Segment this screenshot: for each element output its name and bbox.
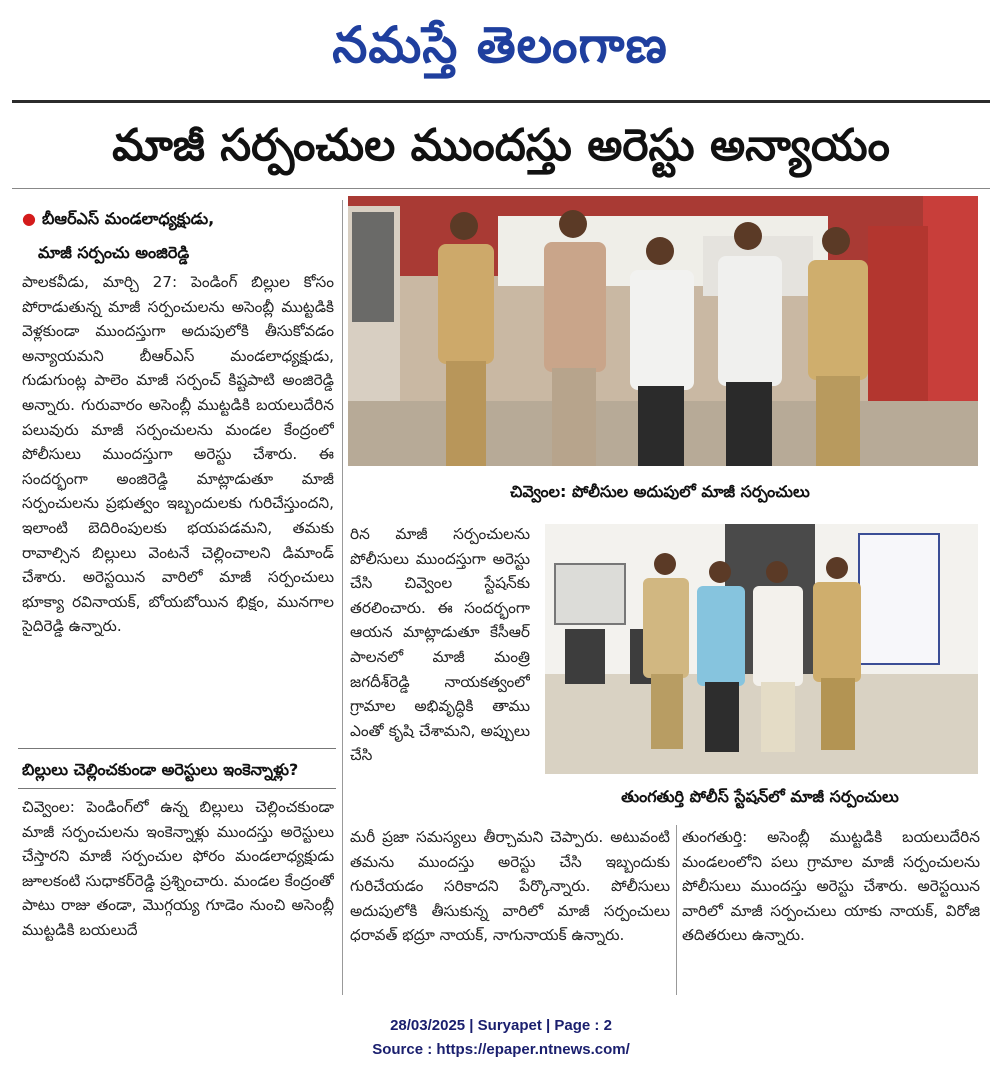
bullet-icon: ●	[22, 209, 36, 228]
photo-tungaturthi	[545, 524, 978, 774]
story-paragraph-5: తుంగతుర్తి: అసెంబ్లీ ముట్టడికి బయలుదేరిన మండలంలోని పలు గ్రామాల మాజీ సర్పంచులను పోలీసులు ముందస్తు అరెస్టు చేశారు. అరెస్టయిన వారిలో మాజీ సర్పంచులు యాకు నాయక్, విరోజి తదితరులు ఉన్నారు.	[682, 828, 980, 945]
subhead-2: బిల్లులు చెల్లించకుండా అరెస్టులు ఇంకెన్నాళ్లు?	[22, 760, 299, 779]
column-3-story	[682, 825, 980, 995]
story-paragraph-2: చివ్వెంల: పెండింగ్‌లో ఉన్న బిల్లులు చెల్లించకుండా మాజీ సర్పంచులను ఇంకెన్నాళ్లు ముందస్తు అరెస్టులు చేస్తారని మాజీ సర్పంచుల ఫోరం మండలాధ్యక్షుడు జూలకంటి సుధాకర్‌రెడ్డి ప్రశ్నించారు. మండల కేంద్రంతో పాటు రాజు తండా, మొగ్గయ్య గూడెం నుంచి అసెంబ్లీ ముట్టడికి బయలుదే	[22, 798, 334, 939]
column-2-story-b	[350, 825, 670, 995]
column-2-story	[350, 522, 530, 824]
column-divider-2	[676, 825, 677, 995]
masthead	[0, 0, 1002, 90]
section-rule	[18, 748, 336, 749]
section-rule-2	[18, 788, 336, 789]
story-paragraph-4: మరీ ప్రజా సమస్యలు తీర్చామని చెప్పారు. అటువంటి తమను ముందస్తు అరెస్టు చేసి ఇబ్బందుకు గురిచేయడం సరికాదని పేర్కొన్నారు. పోలీసులు అదుపులోకి తీసుకున్న వారిలో మాజీ సర్పంచులు ధరావత్ భద్రూ నాయక్, నాగునాయక్ ఉన్నారు.	[350, 828, 670, 945]
photo-2-image	[545, 524, 978, 774]
footer-date-edition: 28/03/2025 | Suryapet | Page : 2	[390, 1017, 612, 1034]
headline-rule	[12, 188, 990, 189]
column-1-story-2	[22, 795, 334, 995]
column-divider	[342, 200, 343, 995]
kicker-line-1: బీఆర్ఎస్ మండలాధ్యక్షుడు,	[41, 209, 215, 228]
story-paragraph-3: రిన మాజీ సర్పంచులను పోలీసులు ముందస్తుగా అరెస్టు చేసి చివ్వెంల స్టేషన్‌కు తరలించారు. ఈ సందర్భంగా ఆయన మాట్లాడుతూ కేసీఆర్ పాలనలో మాజీ మంత్రి జగదీశ్‌రెడ్డి నాయకత్వంలో గ్రామాల అభివృద్ధికి తాము ఎంతో కృషి చేశామని, అప్పులు చేసి	[350, 525, 530, 765]
photo-1-caption: చివ్వెంల: పోలీసుల అదుపులో మాజీ సర్పంచులు	[510, 482, 810, 501]
column-1-story	[22, 270, 334, 740]
newspaper-logo: నమస్తే తెలంగాణ	[332, 16, 668, 74]
headline: మాజీ సర్పంచుల ముందస్తు అరెస్టు అన్యాయం	[112, 120, 890, 171]
photo-chivvemla	[348, 196, 978, 466]
photo-1-image	[348, 196, 978, 466]
masthead-rule	[12, 100, 990, 103]
story-paragraph-1: పాలకవీడు, మార్చి 27: పెండింగ్ బిల్లుల కోసం పోరాడుతున్న మాజీ సర్పంచులను అసెంబ్లీ ముట్టడికి వెళ్లకుండా ముందస్తుగా అదుపులోకి తీసుకోవడం అన్యాయమని బీఆర్ఎస్ మండలాధ్యక్షుడు, గుడుగుంట్ల పాలెం మాజీ సర్పంచ్ కిష్టపాటి అంజిరెడ్డి అన్నారు. గురువారం అసెంబ్లీ ముట్టడికి బయలుదేరిన పలువురు మాజీ సర్పంచులను మండల కేంద్రంలో పోలీసులు ముందస్తుగా అరెస్టు చేశారు. ఈ సందర్భంగా అంజిరెడ్డి మాట్లాడుతూ మాజీ సర్పంచులను ప్రభుత్వం ఇబ్బందులకు గురిచేస్తుందని, ఇలాంటి బెదిరింపులకు భయపడమని, తమకు రావాల్సిన బిల్లులు వెంటనే చెల్లించాలని డిమాండ్ చేశారు. అరెస్టయిన వారిలో మాజీ సర్పంచులు భూక్యా రవినాయక్, బోయబోయిన భిక్షం, మునగాల సైదిరెడ్డి ఉన్నారు.	[22, 273, 334, 636]
photo-2-caption: తుంగతుర్తి పోలీస్ స్టేషన్‌లో మాజీ సర్పంచులు	[621, 787, 899, 806]
kicker-line-2: మాజీ సర్పంచు అంజిరెడ్డి	[38, 243, 190, 262]
article-kicker	[22, 202, 214, 270]
footer-source: Source : https://epaper.ntnews.com/	[372, 1041, 630, 1058]
